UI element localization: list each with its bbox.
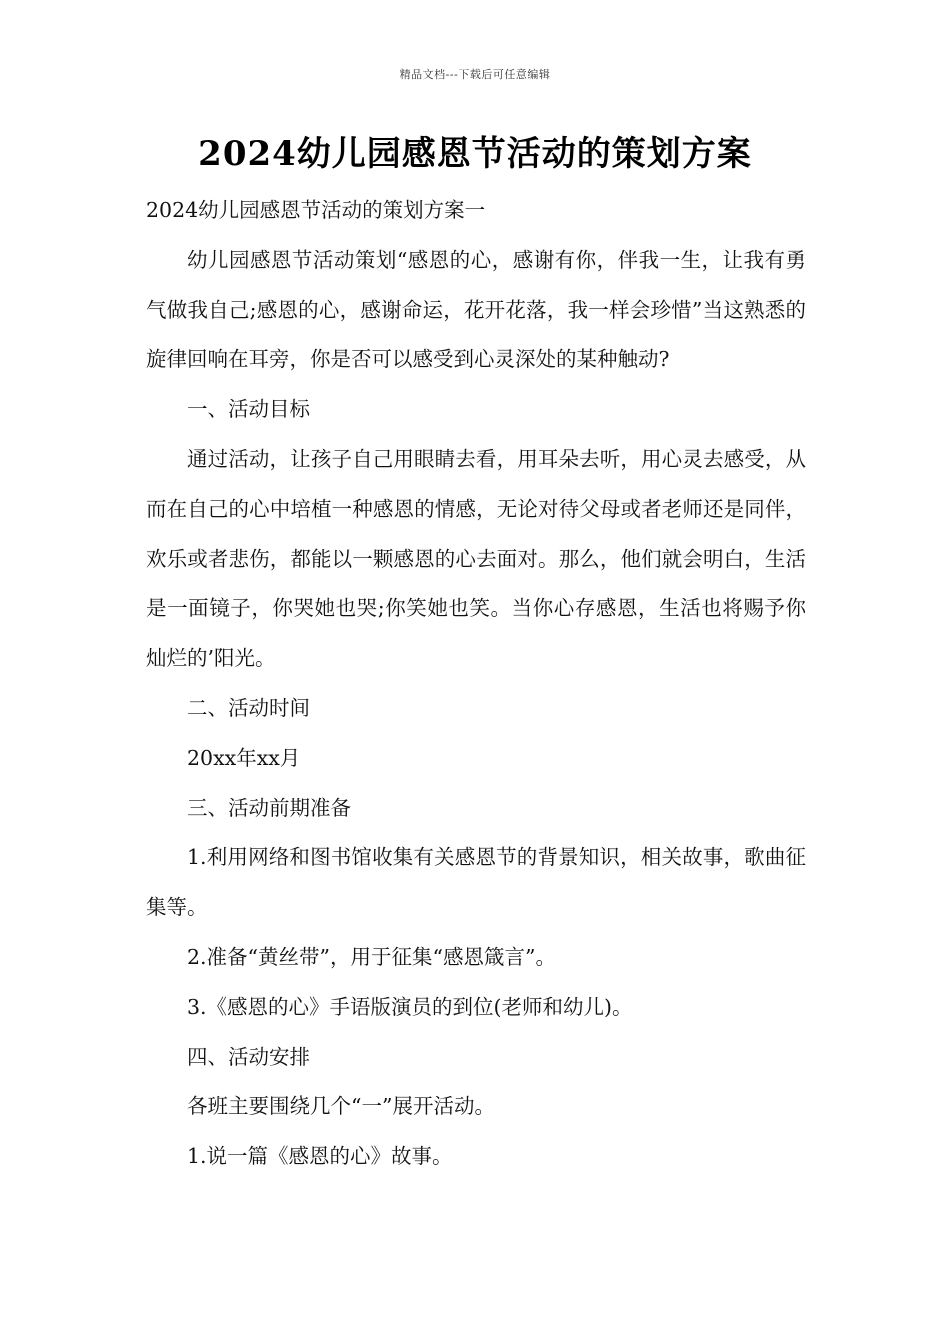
document-title: 2024幼儿园感恩节活动的策划方案 [198, 134, 752, 174]
paragraph-intro: 幼儿园感恩节活动策划“感恩的心，感谢有你，伴我一生，让我有勇气做我自己;感恩的心，感谢命运，花开花落，我一样会珍惜”当这熟悉的旋律回响在耳旁，你是否可以感受到心灵深处的某种触动? [146, 247, 806, 372]
section-heading-preparation: 三、活动前期准备 [187, 795, 351, 820]
document-subtitle: 2024幼儿园感恩节活动的策划方案一 [146, 198, 486, 222]
paragraph-time: 20xx年xx月 [187, 745, 301, 770]
section-heading-goals: 一、活动目标 [187, 397, 310, 422]
list-item-arrangement-1: 1.说一篇《感恩的心》故事。 [187, 1144, 453, 1169]
paragraph-arrangement: 各班主要围绕几个“一”展开活动。 [187, 1094, 495, 1119]
list-item-preparation-1: 1.利用网络和图书馆收集有关感恩节的背景知识，相关故事，歌曲征集等。 [146, 845, 806, 920]
section-heading-time: 二、活动时间 [187, 695, 310, 720]
paragraph-goals: 通过活动，让孩子自己用眼睛去看，用耳朵去听，用心灵去感受，从而在自己的心中培植一种感恩的情感，无论对待父母或者老师还是同伴，欢乐或者悲伤，都能以一颗感恩的心去面对。那么，他们就会明白，生活是一面镜子，你哭她也哭;你笑她也笑。当你心存感恩，生活也将赐予你灿烂的’阳光。 [146, 446, 806, 671]
list-item-preparation-2: 2.准备“黄丝带”，用于征集“感恩箴言”。 [187, 944, 556, 969]
header-note: 精品文档---下载后可任意编辑 [399, 68, 551, 81]
document-body [146, 186, 806, 1182]
section-heading-arrangement: 四、活动安排 [187, 1044, 310, 1069]
list-item-preparation-3: 3.《感恩的心》手语版演员的到位(老师和幼儿)。 [187, 994, 633, 1019]
